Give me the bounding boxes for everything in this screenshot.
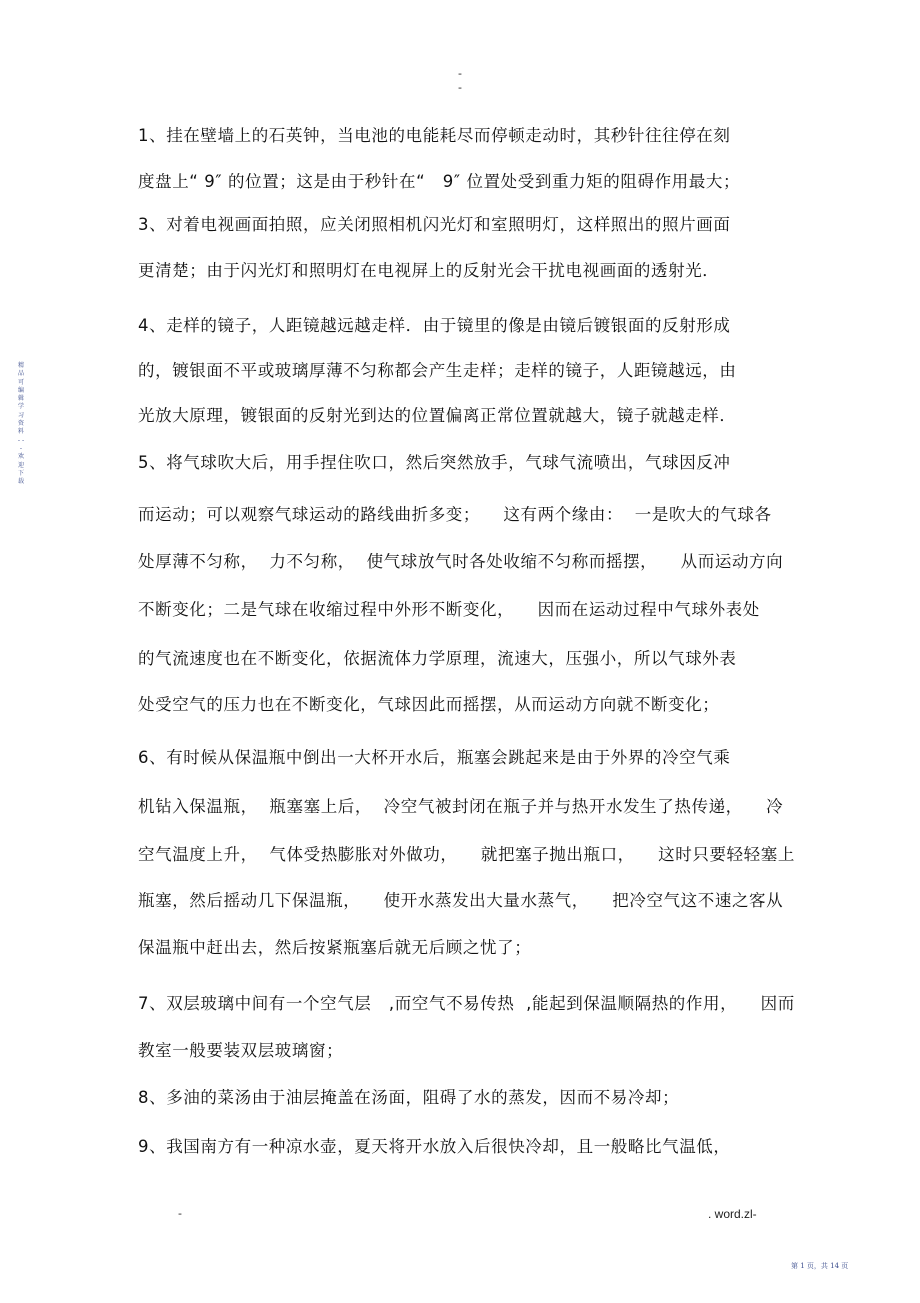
text-line-18: 保温瓶中赶出去，然后按紧瓶塞后就无后顾之忧了；	[138, 938, 532, 957]
text-line-14: 6、有时候从保温瓶中倒出一大杯开水后，瓶塞会跳起来是由于外界的冷空气乘	[138, 748, 731, 767]
text-line-10: 处厚薄不匀称， 力不匀称， 使气球放气时各处收缩不匀称而摇摆， 从而运动方向	[138, 552, 784, 571]
text-line-5: 4、走样的镜子，人距镜越远越走样．由于镜里的像是由镜后镀银面的反射形成	[138, 316, 731, 335]
text-line-19: 7、双层玻璃中间有一个空气层 ,而空气不易传热 ,能起到保温顺隔热的作用， 因而	[138, 994, 795, 1013]
text-line-2: 度盘上“ 9″ 的位置；这是由于秒针在“ 9″ 位置处受到重力矩的阻碍作用最大；	[138, 172, 741, 191]
text-line-12: 的气流速度也在不断变化，依据流体力学原理，流速大，压强小，所以气球外表	[138, 649, 737, 668]
header-mark-top: -	[458, 67, 462, 80]
text-line-8: 5、将气球吹大后，用手捏住吹口，然后突然放手，气球气流喷出，气球因反冲	[138, 453, 731, 472]
text-line-11: 不断变化；二是气球在收缩过程中外形不断变化， 因而在运动过程中气球外表处	[138, 600, 760, 619]
text-line-9: 而运动；可以观察气球运动的路线曲折多变； 这有两个缘由： 一是吹大的气球各	[138, 505, 772, 524]
text-line-4: 更清楚；由于闪光灯和照明灯在电视屏上的反射光会干扰电视画面的透射光．	[138, 261, 720, 280]
footer-source-text: . word.zl-	[708, 1207, 757, 1221]
text-line-1: 1、挂在壁墙上的石英钟，当电池的电能耗尽而停顿走动时，其秒针往往停在刻	[138, 126, 731, 145]
text-line-16: 空气温度上升， 气体受热膨胀对外做功， 就把塞子抛出瓶口， 这时只要轻轻塞上	[138, 845, 795, 864]
text-line-7: 光放大原理，镀银面的反射光到达的位置偏离正常位置就越大，镜子就越走样．	[138, 406, 737, 425]
text-line-6: 的，镀银面不平或玻璃厚薄不匀称都会产生走样；走样的镜子，人距镜越远，由	[138, 361, 737, 380]
text-line-21: 8、多油的菜汤由于油层掩盖在汤面，阻碍了水的蒸发，因而不易冷却；	[138, 1088, 680, 1107]
text-line-15: 机钻入保温瓶， 瓶塞塞上后， 冷空气被封闭在瓶子并与热开水发生了热传递， 冷	[138, 797, 784, 816]
page-counter: 第 1 页，共 14 页	[791, 1262, 849, 1270]
text-line-13: 处受空气的压力也在不断变化，气球因此而摇摆，从而运动方向就不断变化；	[138, 695, 720, 714]
text-line-22: 9、我国南方有一种凉水壶，夏天将开水放入后很快冷却，且一般略比气温低，	[138, 1137, 731, 1156]
header-mark-bottom: -	[458, 81, 462, 94]
text-line-3: 3、对着电视画面拍照，应关闭照相机闪光灯和室照明灯，这样照出的照片画面	[138, 215, 731, 234]
footer-left-mark: -	[178, 1207, 182, 1220]
text-line-17: 瓶塞，然后摇动几下保温瓶， 使开水蒸发出大量水蒸气， 把冷空气这不速之客从	[138, 891, 784, 910]
text-line-20: 教室一般要装双层玻璃窗；	[138, 1041, 344, 1060]
side-watermark-note: 精品可编辑学习资料 - - - 欢迎下载	[17, 362, 25, 486]
